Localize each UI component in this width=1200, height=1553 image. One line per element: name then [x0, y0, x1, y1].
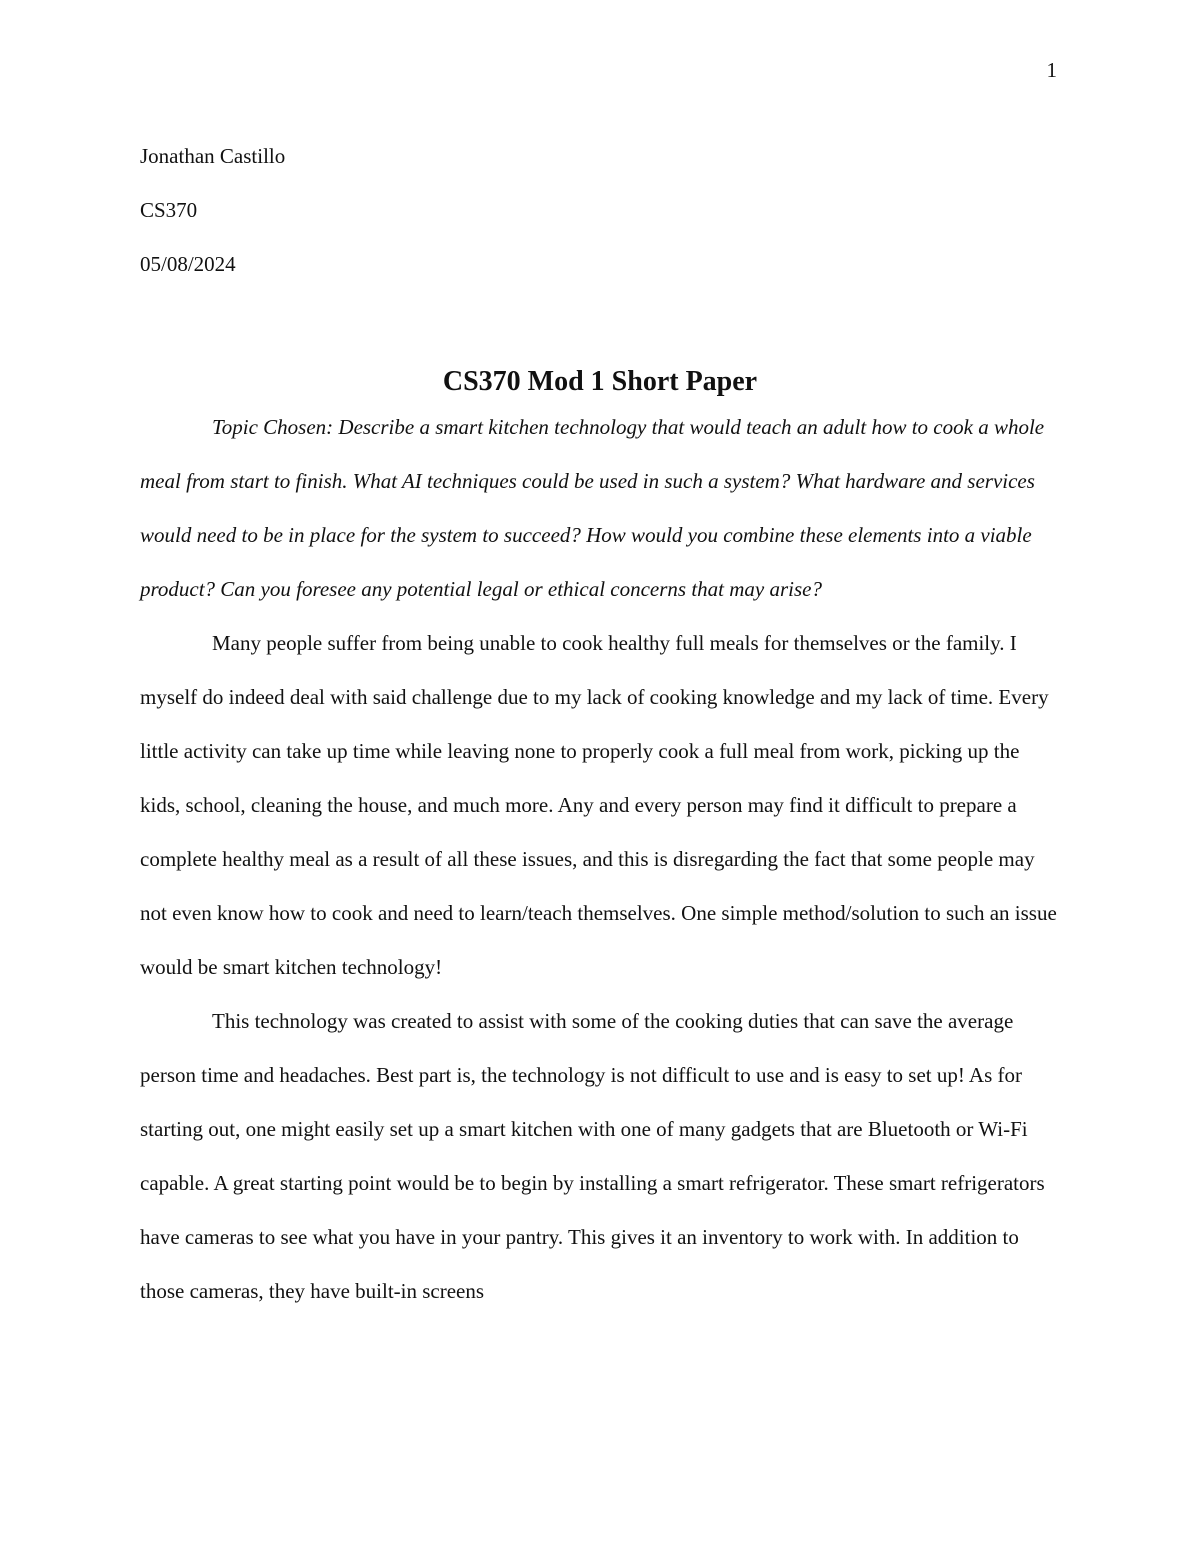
header-block	[140, 142, 1060, 304]
page-number: 1	[1046, 58, 1057, 82]
paper-body	[140, 400, 1060, 1318]
topic-paragraph: Topic Chosen: Describe a smart kitchen technology that would teach an adult how to cook a whole meal from start to finish. What AI techniques could be used in such a system? What hardware and services would need to be in place for the system to succeed? How would you combine these elements into a viable product? Can you foresee any potential legal or ethical concerns that may arise?	[140, 415, 1045, 601]
course-code: CS370	[140, 198, 198, 222]
submission-date: 05/08/2024	[140, 252, 236, 276]
author-name: Jonathan Castillo	[140, 144, 286, 168]
body-paragraph-2: This technology was created to assist with some of the cooking duties that can save the average person time and headaches. Best part is, the technology is not difficult to use and is easy to set up! As for starting out, one might easily set up a smart kitchen with one of many gadgets that are Bluetooth or Wi-Fi capable. A great starting point would be to begin by installing a smart refrigerator. These smart refrigerators have cameras to see what you have in your pantry. This gives it an inventory to work with. In addition to those cameras, they have built-in screens	[140, 1009, 1045, 1303]
body-paragraph-1: Many people suffer from being unable to cook healthy full meals for themselves or the family. I myself do indeed deal with said challenge due to my lack of cooking knowledge and my lack of time. Every little activity can take up time while leaving none to properly cook a full meal from work, picking up the kids, school, cleaning the house, and much more. Any and every person may find it difficult to prepare a complete healthy meal as a result of all these issues, and this is disregarding the fact that some people may not even know how to cook and need to learn/teach themselves. One simple method/solution to such an issue would be smart kitchen technology!	[140, 631, 1057, 979]
paper-title: CS370 Mod 1 Short Paper	[442, 366, 758, 397]
